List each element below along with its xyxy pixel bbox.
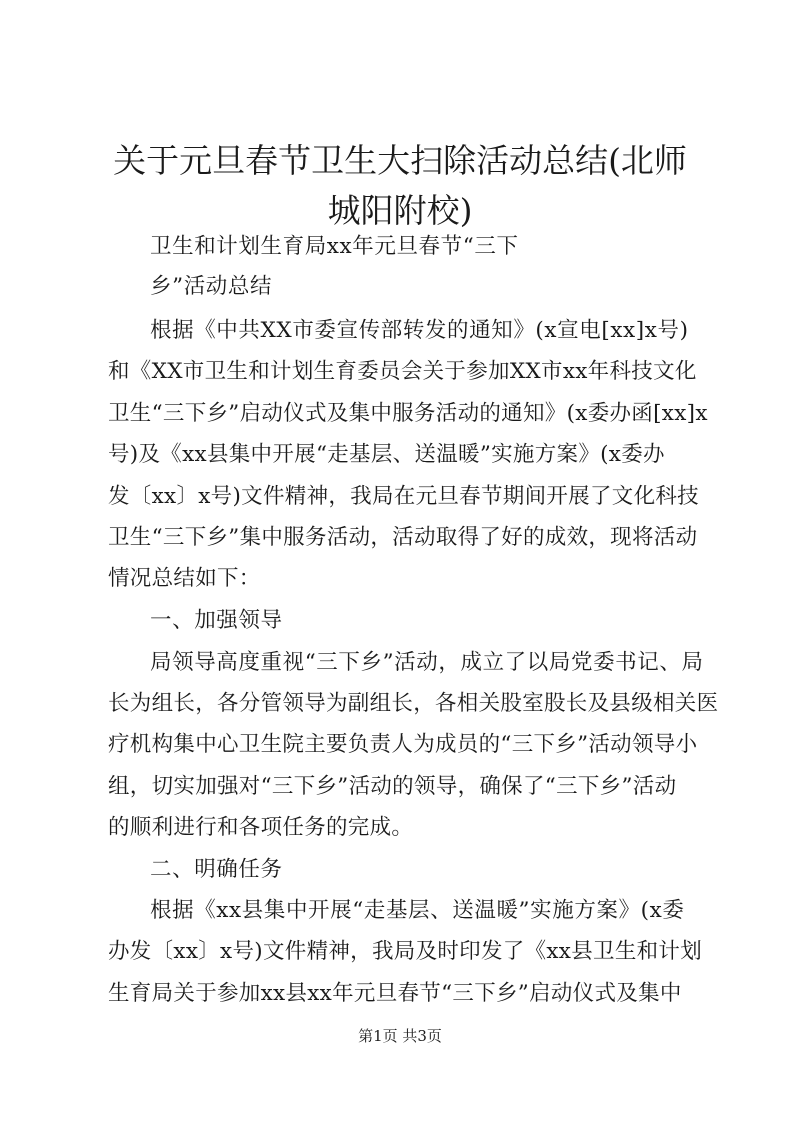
paragraph-line: 卫生“三下乡”集中服务活动，活动取得了好的成效，现将活动 bbox=[108, 525, 698, 550]
paragraph-line: 的顺利进行和各项任务的完成。 bbox=[108, 815, 414, 840]
paragraph-line: 办发〔xx〕x号)文件精神，我局及时印发了《xx县卫生和计划 bbox=[108, 939, 703, 964]
paragraph-line: 生育局关于参加xx县xx年元旦春节“三下乡”启动仪式及集中 bbox=[108, 981, 682, 1006]
paragraph-line: 和《XX市卫生和计划生育委员会关于参加XX市xx年科技文化 bbox=[108, 359, 697, 384]
paragraph-line: 情况总结如下： bbox=[108, 566, 261, 591]
section-heading-2: 二、明确任务 bbox=[150, 857, 283, 882]
subtitle-line-1: 卫生和计划生育局xx年元旦春节“三下 bbox=[150, 234, 519, 259]
paragraph-line: 发〔xx〕x号)文件精神，我局在元旦春节期间开展了文化科技 bbox=[108, 484, 699, 509]
paragraph-line: 卫生“三下乡”启动仪式及集中服务活动的通知》(x委办函[xx]x bbox=[108, 401, 708, 426]
paragraph-line: 根据《xx县集中开展“走基层、送温暖”实施方案》(x委 bbox=[150, 898, 685, 923]
subtitle-line-2: 乡”活动总结 bbox=[150, 274, 273, 299]
paragraph-line: 局领导高度重视“三下乡”活动，成立了以局党委书记、局 bbox=[150, 650, 704, 675]
paragraph-line: 号)及《xx县集中开展“走基层、送温暖”实施方案》(x委办 bbox=[108, 442, 665, 467]
paragraph-line: 根据《中共XX市委宣传部转发的通知》(x宣电[xx]x号) bbox=[150, 318, 689, 343]
document-title: 关于元旦春节卫生大扫除活动总结(北师城阳附校) bbox=[113, 141, 687, 230]
paragraph-line: 疗机构集中心卫生院主要负责人为成员的“三下乡”活动领导小 bbox=[108, 732, 698, 757]
paragraph-line: 组，切实加强对“三下乡”活动的领导，确保了“三下乡”活动 bbox=[108, 774, 677, 799]
page-number-footer: 第1页 共3页 bbox=[358, 1027, 442, 1045]
paragraph-line: 长为组长，各分管领导为副组长，各相关股室股长及县级相关医 bbox=[108, 691, 719, 716]
section-heading-1: 一、加强领导 bbox=[150, 608, 283, 633]
